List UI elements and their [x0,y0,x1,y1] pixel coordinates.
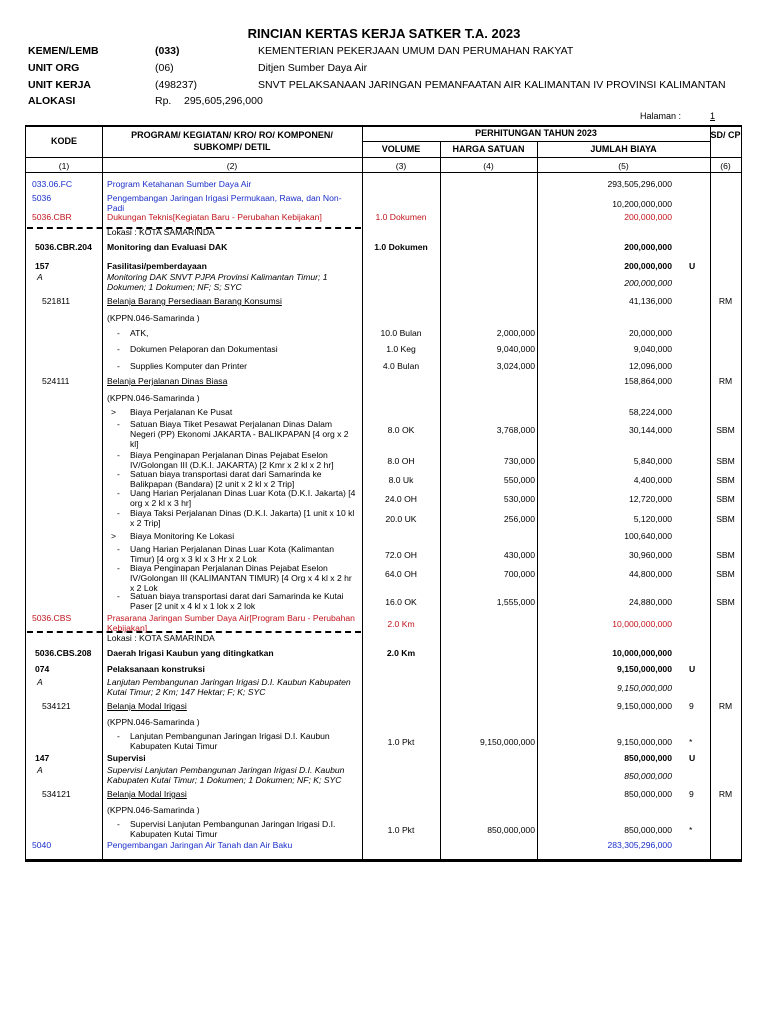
row-total: 5,840,000 [633,456,672,466]
page-number: 1 [710,111,716,121]
row-description: Daerah Irigasi Kaubun yang ditingkatkan [107,648,274,658]
row-total: 10,000,000,000 [612,619,672,629]
row-code: 147 [35,753,50,763]
row-description: Biaya Monitoring Ke Lokasi [130,531,235,541]
row-total: 293,505,296,000 [607,179,672,189]
row-total: 24,880,000 [628,597,672,607]
row-total: 12,720,000 [628,494,672,504]
row-description: Satuan Biaya Tiket Pesawat Perjalanan Dinas Dalam Negeri (PP) Ekonomi JAKARTA - BALIKPAPAN [4 org x 2 kl] [130,419,349,449]
row-description: (KPPN.046-Samarinda ) [107,313,200,323]
row-description: Biaya Perjalanan Ke Pusat [130,407,233,417]
col-header-jumlah: JUMLAH BIAYA [590,144,657,154]
row-volume: 1.0 Pkt [387,825,415,835]
header-label: KEMEN/LEMB [28,45,99,57]
row-total: 58,224,000 [628,407,672,417]
row-description: Prasarana Jaringan Sumber Daya Air[Program Baru - Perubahan Kebijakan] [107,613,355,633]
row-code: A [37,765,43,775]
row-unit-price: 530,000 [503,494,535,504]
row-unit-price: 9,150,000,000 [480,737,535,747]
row-code: 534121 [42,789,71,799]
col-number: (2) [226,161,238,171]
row-code: 033.06.FC [32,179,73,189]
row-unit-price: 550,000 [503,475,535,485]
row-description: Uang Harian Perjalanan Dinas Luar Kota (Kalimantan Timur) [4 org x 3 kl x 3 Hr x 2 Lok [130,544,334,564]
row-sd: * [689,737,693,747]
row-cp: RM [718,701,733,711]
row-total: 41,136,000 [628,296,672,306]
row-sd: U [689,261,696,271]
row-total: 200,000,000 [624,242,672,252]
col-number: (3) [395,161,407,171]
row-description: Program Ketahanan Sumber Daya Air [107,179,252,189]
row-description: Dokumen Pelaporan dan Dokumentasi [130,344,278,354]
row-code: - [117,508,120,518]
row-code: - [117,328,120,338]
header-value: 295,605,296,000 [184,95,263,107]
row-code: - [117,563,120,573]
row-code: > [111,531,117,541]
header-value: KEMENTERIAN PEKERJAAN UMUM DAN PERUMAHAN RAKYAT [258,45,574,57]
row-total: 200,000,000 [624,212,672,222]
row-description: (KPPN.046-Samarinda ) [107,717,200,727]
row-cp: RM [718,376,733,386]
row-volume: 1.0 Dokumen [375,212,427,222]
row-volume: 8.0 Uk [388,475,414,485]
row-code: 157 [35,261,50,271]
row-total: 12,096,000 [628,361,672,371]
row-description: Uang Harian Perjalanan Dinas Luar Kota (D.K.I. Jakarta) [4 org x 2 kl x 3 hr] [130,488,356,508]
row-unit-price: 430,000 [503,550,535,560]
row-unit-price: 256,000 [503,514,535,524]
row-cp: SBM [716,456,735,466]
row-unit-price: 850,000,000 [487,825,535,835]
row-volume: 2.0 Km [387,619,415,629]
row-description: Satuan biaya transportasi darat dari Samarinda ke Balikpapan (Bandara) [2 unit x 2 kl x 2 Trip] [130,469,322,489]
row-code: 5036.CBR.204 [35,242,92,252]
row-code: > [111,407,117,417]
row-total: 100,640,000 [624,531,672,541]
row-code: 534121 [42,701,71,711]
row-total: 158,864,000 [624,376,672,386]
row-code: - [117,731,120,741]
row-cp: RM [718,789,733,799]
row-total: 44,800,000 [628,569,672,579]
row-description: ATK, [130,328,149,338]
row-total: 5,120,000 [633,514,672,524]
header-label: UNIT ORG [28,62,80,74]
row-volume: 2.0 Km [386,648,416,658]
row-description: Supervisi Lanjutan Pembangunan Jaringan Irigasi D.I. Kabupaten Kutai Timur [130,819,336,839]
col-header-harga: HARGA SATUAN [452,144,525,154]
row-volume: 8.0 OK [387,425,415,435]
row-description: Belanja Modal Irigasi [107,701,187,711]
row-volume: 8.0 OH [387,456,415,466]
header-value: Ditjen Sumber Daya Air [258,62,368,74]
report-title: RINCIAN KERTAS KERJA SATKER T.A. 2023 [247,26,521,41]
row-volume: 64.0 OH [384,569,417,579]
row-description: Monitoring dan Evaluasi DAK [107,242,228,252]
row-total: 9,150,000,000 [617,683,672,693]
row-cp: SBM [716,425,735,435]
row-description: (KPPN.046-Samarinda ) [107,393,200,403]
row-code: - [117,361,120,371]
row-volume: 72.0 OH [384,550,417,560]
row-description: Biaya Taksi Perjalanan Dinas (D.K.I. Jakarta) [1 unit x 10 kl x 2 Trip] [130,508,355,528]
row-total: 30,144,000 [628,425,672,435]
row-description: Lanjutan Pembangunan Jaringan Irigasi D.I. Kaubun Kabupaten Kutai Timur; 2 Km; 147 Hektar; F; K; SYC [107,677,351,697]
col-header-kode: KODE [50,136,77,146]
row-sd: U [689,753,696,763]
row-code: - [117,450,120,460]
row-sd: U [689,664,696,674]
row-total: 200,000,000 [624,278,672,288]
row-sd: 9 [689,701,694,711]
row-total: 850,000,000 [624,789,672,799]
header-code: (06) [155,62,174,74]
header-code: Rp. [155,95,172,107]
row-description: Belanja Modal Irigasi [107,789,187,799]
row-cp: SBM [716,514,735,524]
row-code: - [117,419,120,429]
header-value: SNVT PELAKSANAAN JARINGAN PEMANFAATAN AIR KALIMANTAN IV PROVINSI KALIMANTAN [258,79,726,91]
row-unit-price: 3,768,000 [496,425,535,435]
row-code: - [117,819,120,829]
row-code: - [117,591,120,601]
row-description: Belanja Perjalanan Dinas Biasa [107,376,228,386]
row-description: Belanja Barang Persediaan Barang Konsumsi [107,296,282,306]
col-number: (5) [618,161,629,171]
row-description: Biaya Penginapan Perjalanan Dinas Pejabat Eselon IV/Golongan III (D.K.I. JAKARTA) [2 Kmr x 2 kl x 2 hr] [130,450,334,470]
header-code: (498237) [155,79,198,91]
row-total: 200,000,000 [624,261,672,271]
row-total: 9,150,000,000 [617,737,672,747]
row-description: Dukungan Teknis[Kegiatan Baru - Perubahan Kebijakan] [107,212,322,222]
col-header-program: PROGRAM/ KEGIATAN/ KRO/ RO/ KOMPONEN/ SUBKOMP/ DETIL [131,130,333,152]
row-description: Biaya Penginapan Perjalanan Dinas Pejabat Eselon IV/Golongan III (KALIMANTAN TIMUR) [4 Org x 4 kl x 2 hr x 2 Lok [130,563,352,593]
row-sd: * [689,825,693,835]
row-total: 10,000,000,000 [612,648,672,658]
row-total: 30,960,000 [628,550,672,560]
row-cp: SBM [716,597,735,607]
col-header-perhitungan: PERHITUNGAN TAHUN 2023 [475,128,597,138]
row-total: 850,000,000 [624,825,672,835]
header-label: UNIT KERJA [28,79,92,91]
row-code: 5040 [32,840,52,850]
row-volume: 4.0 Bulan [382,361,420,371]
row-code: 5036.CBS.208 [35,648,92,658]
row-code: - [117,469,120,479]
row-unit-price: 700,000 [503,569,535,579]
row-description: Monitoring DAK SNVT PJPA Provinsi Kalimantan Timur; 1 Dokumen; 1 Dokumen; NF; S; SYC [107,272,328,292]
row-cp: SBM [716,569,735,579]
row-description: Pengembangan Jaringan Air Tanah dan Air Baku [107,840,293,850]
row-sd: 9 [689,789,694,799]
row-description: Supplies Komputer dan Printer [130,361,248,371]
row-code: 074 [35,664,50,674]
row-cp: SBM [716,494,735,504]
col-number: (4) [483,161,494,171]
col-header-volume: VOLUME [381,144,421,154]
row-cp: SBM [716,475,735,485]
row-total: 9,150,000,000 [617,701,672,711]
row-description: Pengembangan Jaringan Irigasi Permukaan, Rawa, dan Non-Padi [107,193,342,213]
row-total: 20,000,000 [628,328,672,338]
row-total: 4,400,000 [633,475,672,485]
row-description: (KPPN.046-Samarinda ) [107,805,200,815]
row-cp: RM [718,296,733,306]
row-description: Fasilitasi/pemberdayaan [107,261,207,271]
row-volume: 20.0 UK [385,514,417,524]
row-description: Supervisi Lanjutan Pembangunan Jaringan Irigasi D.I. Kaubun Kabupaten Kutai Timur; 1 Dokumen; 1 Dokumen; NF; K; SYC [107,765,345,785]
row-volume: 1.0 Keg [386,344,416,354]
row-unit-price: 2,000,000 [496,328,535,338]
row-code: A [37,272,43,282]
row-total: 10,200,000,000 [612,199,672,209]
row-total: 9,040,000 [633,344,672,354]
row-total: 9,150,000,000 [617,664,672,674]
row-code: - [117,544,120,554]
col-header-sdcp: SD/ CP [710,130,741,140]
row-code: A [37,677,43,687]
row-total: 850,000,000 [624,753,672,763]
row-unit-price: 3,024,000 [496,361,535,371]
row-description: Satuan biaya transportasi darat dari Samarinda ke Kutai Paser [2 unit x 4 kl x 1 lok x 2 lok [130,591,344,611]
row-code: 5036.CBS [32,613,72,623]
row-code: 5036.CBR [32,212,72,222]
header-code: (033) [155,45,180,57]
row-total: 283,305,296,000 [607,840,672,850]
row-volume: 1.0 Dokumen [374,242,428,252]
row-total: 850,000,000 [624,771,672,781]
row-volume: 1.0 Pkt [387,737,415,747]
row-cp: SBM [716,550,735,560]
row-code: 521811 [42,296,71,306]
row-code: - [117,344,120,354]
row-unit-price: 9,040,000 [496,344,535,354]
row-description: Supervisi [107,753,146,763]
row-unit-price: 730,000 [503,456,535,466]
row-code: - [117,488,120,498]
page-label: Halaman : [640,111,682,121]
row-description: Lanjutan Pembangunan Jaringan Irigasi D.I. Kaubun Kabupaten Kutai Timur [130,731,330,751]
row-unit-price: 1,555,000 [496,597,535,607]
row-description: Lokasi : KOTA SAMARINDA [107,227,215,237]
row-volume: 24.0 OH [384,494,417,504]
row-volume: 10.0 Bulan [380,328,422,338]
col-number: (1) [58,161,70,171]
row-volume: 16.0 OK [385,597,417,607]
row-description: Lokasi : KOTA SAMARINDA [107,633,215,643]
row-code: 5036 [32,193,52,203]
row-code: 524111 [42,376,70,386]
row-description: Pelaksanaan konstruksi [107,664,205,674]
col-number: (6) [720,161,731,171]
header-label: ALOKASI [28,95,76,107]
